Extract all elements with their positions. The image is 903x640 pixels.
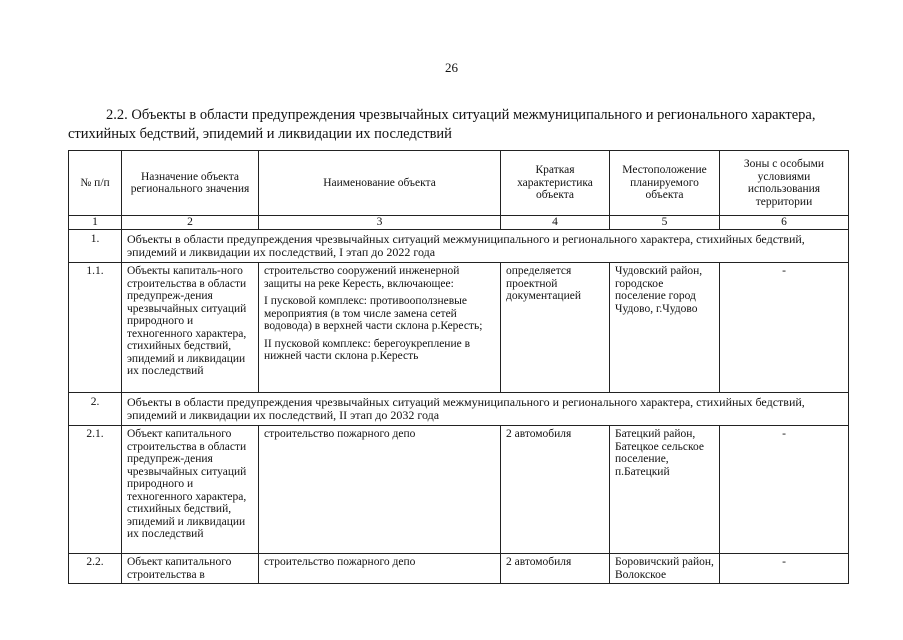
object-characteristic: 2 автомобиля [501, 426, 610, 554]
column-number: 3 [259, 216, 501, 230]
section-title: Объекты в области предупреждения чрезвычайных ситуаций межмуниципального и регионального характера, стихийных бедствий, эпидемий и ликвидации их последствий, II этап до 2032 года [122, 393, 849, 426]
header-location: Местоположение планируемого объекта [610, 151, 720, 216]
table-header-row [69, 151, 849, 216]
table-row [69, 426, 849, 554]
section-heading [68, 106, 848, 144]
section-title: Объекты в области предупреждения чрезвычайных ситуаций межмуниципального и регионального характера, стихийных бедствий, эпидемий и ликвидации их последствий, I этап до 2022 года [122, 230, 849, 263]
header-number: № п/п [69, 151, 122, 216]
header-name: Наименование объекта [259, 151, 501, 216]
column-number: 2 [122, 216, 259, 230]
object-zones: - [720, 426, 849, 554]
object-name-paragraph: II пусковой комплекс: берегоукрепление в нижней части склона р.Кересть [264, 337, 471, 362]
object-name [259, 263, 501, 393]
header-zones: Зоны с особыми условиями использования территории [720, 151, 849, 216]
object-name: строительство пожарного депо [259, 426, 501, 554]
column-number: 6 [720, 216, 849, 230]
object-zones: - [720, 554, 849, 584]
column-number: 5 [610, 216, 720, 230]
section-row [69, 393, 849, 426]
row-number: 2.2. [69, 554, 122, 584]
heading-line-1: 2.2. Объекты в области предупреждения чрезвычайных ситуаций межмуниципального и регионального характера, [106, 107, 816, 123]
object-name-paragraph: I пусковой комплекс: противооползневые мероприятия (в том числе замена сетей водовода) в верхней части склона р.Кересть; [264, 295, 483, 332]
header-characteristic: Краткая характеристика объекта [501, 151, 610, 216]
object-purpose: Объект капитального строительства в [122, 554, 259, 584]
section-number: 1. [69, 230, 122, 263]
object-location: Чудовский район, городское поселение город Чудово, г.Чудово [610, 263, 720, 393]
column-number-row [69, 216, 849, 230]
table-row [69, 263, 849, 393]
table-row [69, 554, 849, 584]
section-number: 2. [69, 393, 122, 426]
section-row [69, 230, 849, 263]
object-characteristic: определяется проектной документацией [501, 263, 610, 393]
heading-line-2: стихийных бедствий, эпидемий и ликвидации их последствий [68, 126, 452, 142]
header-purpose: Назначение объекта регионального значения [122, 151, 259, 216]
object-location: Боровичский район, Волокское [610, 554, 720, 584]
page-number: 26 [445, 60, 458, 75]
row-number: 1.1. [69, 263, 122, 393]
object-purpose: Объект капитального строительства в области предупреж-дения чрезвычайных ситуаций природного и техногенного характера, стихийных бедствий, эпидемий и ликвидации их последствий [122, 426, 259, 554]
object-purpose: Объекты капиталь-ного строительства в области предупреж-дения чрезвычайных ситуаций природного и техногенного характера, стихийных бедствий, эпидемий и ликвидации их последствий [122, 263, 259, 393]
object-name: строительство пожарного депо [259, 554, 501, 584]
row-number: 2.1. [69, 426, 122, 554]
object-name-paragraph: строительство сооружений инженерной защиты на реке Кересть, включающее: [264, 265, 460, 290]
column-number: 1 [69, 216, 122, 230]
object-characteristic: 2 автомобиля [501, 554, 610, 584]
object-location: Батецкий район, Батецкое сельское поселение, п.Батецкий [610, 426, 720, 554]
object-zones: - [720, 263, 849, 393]
column-number: 4 [501, 216, 610, 230]
objects-table [68, 150, 849, 584]
